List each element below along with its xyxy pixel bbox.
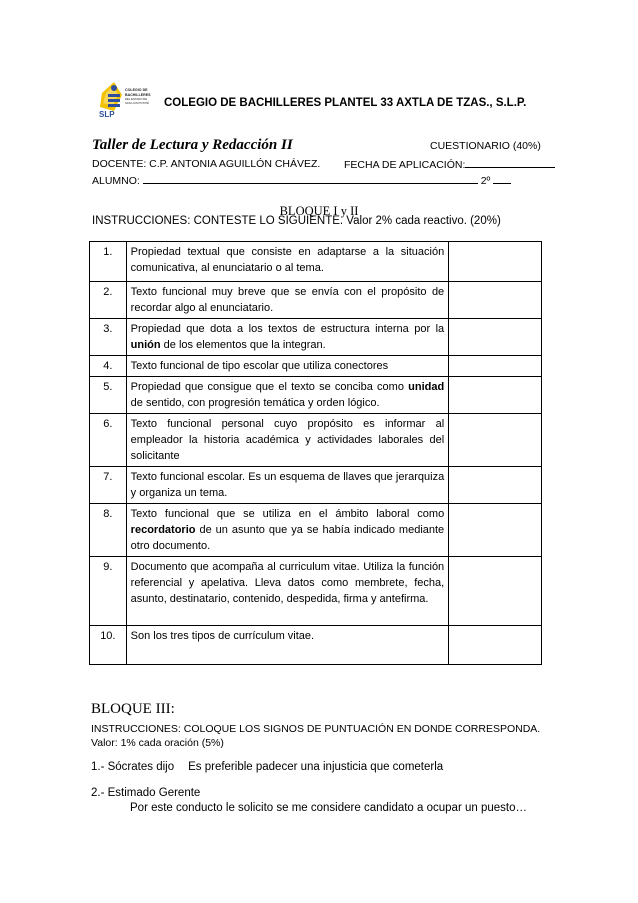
- answer-cell[interactable]: [449, 242, 542, 282]
- grupo-blank[interactable]: [493, 174, 511, 184]
- alumno-label: ALUMNO:: [92, 175, 140, 187]
- question-text: Son los tres tipos de currículum vitae.: [126, 626, 449, 665]
- fecha-line: [344, 158, 555, 171]
- question-row: [90, 242, 542, 282]
- school-logo: [92, 73, 182, 119]
- cuestionario-label: CUESTIONARIO (40%): [430, 140, 541, 152]
- question-row: [90, 377, 542, 414]
- logo-line-1: COLEGIO DE: [125, 88, 148, 92]
- question-text: [126, 319, 449, 356]
- question-row: [90, 626, 542, 665]
- question-number: 9.: [90, 557, 127, 626]
- question-text: Texto funcional escolar. Es un esquema de llaves que jerarquiza y organiza un tema.: [126, 467, 449, 504]
- school-name: COLEGIO DE BACHILLERES PLANTEL 33 AXTLA DE TZAS., S.L.P.: [164, 97, 527, 109]
- question-row: [90, 467, 542, 504]
- question-number: 3.: [90, 319, 127, 356]
- question-text-before: Propiedad que consigue que el texto se conciba como: [130, 381, 409, 393]
- bloque3-instructions: INSTRUCCIONES: COLOQUE LOS SIGNOS DE PUNTUACIÓN EN DONDE CORRESPONDA.: [91, 723, 541, 735]
- logo-line-2: BACHILLERES: [125, 93, 151, 97]
- alumno-line: [92, 174, 511, 187]
- oracion-2-line-2: Por este conducto le solicito se me considere candidato a ocupar un puesto…: [130, 802, 527, 814]
- answer-cell[interactable]: [449, 319, 542, 356]
- question-number: 1.: [90, 242, 127, 282]
- bloque3-valor: Valor: 1% cada oración (5%): [91, 737, 224, 749]
- question-text: Texto funcional personal cuyo propósito es informar al empleador la historia académica y actividades laborales del solicitante: [126, 414, 449, 467]
- question-text: Texto funcional muy breve que se envía con el propósito de recordar algo al enunciatario.: [126, 282, 449, 319]
- docente-line: DOCENTE: C.P. ANTONIA AGUILLÓN CHÁVEZ.: [92, 158, 321, 170]
- question-number: 8.: [90, 504, 127, 557]
- logo-abbrev: SLP: [99, 110, 115, 119]
- bloque3-title: BLOQUE III:: [91, 701, 175, 717]
- question-text-before: Propiedad que dota a los textos de estructura interna por la: [130, 323, 445, 335]
- question-text: Propiedad textual que consiste en adaptarse a la situación comunicativa, al enunciatario o al tema.: [126, 242, 449, 282]
- fecha-label: FECHA DE APLICACIÓN:: [344, 159, 466, 171]
- question-row: [90, 282, 542, 319]
- alumno-blank[interactable]: [143, 174, 478, 184]
- logo-line-4: SAN LUIS POTOSÍ: [125, 101, 150, 105]
- question-number: 7.: [90, 467, 127, 504]
- logo-line-3: DEL ESTADO DE: [125, 97, 148, 101]
- question-text-bold: unión: [130, 339, 161, 351]
- question-text-before: Texto funcional que se utiliza en el ámbito laboral como: [130, 508, 445, 520]
- bloque3-instructions-block: [91, 722, 540, 750]
- question-number: 6.: [90, 414, 127, 467]
- question-row: [90, 319, 542, 356]
- question-text: Texto funcional de tipo escolar que utiliza conectores: [126, 356, 449, 377]
- bloque1-instructions: INSTRUCCIONES: CONTESTE LO SIGUIENTE. Valor 2% cada reactivo. (20%): [92, 215, 501, 227]
- logo-emblem: [92, 73, 182, 119]
- question-row: [90, 414, 542, 467]
- answer-cell[interactable]: [449, 557, 542, 626]
- question-text-bold: recordatorio: [130, 524, 196, 536]
- subject-title: Taller de Lectura y Redacción II: [92, 137, 293, 153]
- question-text: [126, 504, 449, 557]
- question-text-bold: unidad: [408, 381, 445, 393]
- question-text-after: de los elementos que la integran.: [160, 339, 326, 351]
- question-row: [90, 557, 542, 626]
- answer-cell[interactable]: [449, 377, 542, 414]
- questions-table: [89, 241, 542, 665]
- oracion-1-part-b: Es preferible padecer una injusticia que cometerla: [188, 761, 444, 773]
- oracion-2-line-1: 2.- Estimado Gerente: [91, 787, 201, 799]
- oracion-1-part-a: 1.- Sócrates dijo: [91, 761, 175, 773]
- answer-cell[interactable]: [449, 282, 542, 319]
- question-number: 10.: [90, 626, 127, 665]
- fecha-blank[interactable]: [465, 158, 555, 168]
- answer-cell[interactable]: [449, 414, 542, 467]
- question-row: [90, 356, 542, 377]
- answer-cell[interactable]: [449, 626, 542, 665]
- question-number: 4.: [90, 356, 127, 377]
- answer-cell[interactable]: [449, 504, 542, 557]
- oracion-1: [91, 761, 443, 773]
- question-text-after: de un asunto que ya se había indicado mediante otro documento.: [130, 524, 445, 552]
- question-row: [90, 504, 542, 557]
- question-number: 5.: [90, 377, 127, 414]
- bloque1-title: BLOQUE I y II: [279, 204, 359, 218]
- question-text-after: de sentido, con progresión temática y orden lógico.: [130, 397, 380, 409]
- answer-cell[interactable]: [449, 467, 542, 504]
- questions-body: [90, 242, 542, 665]
- answer-cell[interactable]: [449, 356, 542, 377]
- question-number: 2.: [90, 282, 127, 319]
- grado-label: 2º: [480, 175, 491, 187]
- question-text: Documento que acompaña al curriculum vitae. Utiliza la función referencial y apelativa. Lleva datos como membrete, fecha, asunto, destinatario, contenido, despedida, firma y antefirma.: [126, 557, 449, 626]
- question-text: [126, 377, 449, 414]
